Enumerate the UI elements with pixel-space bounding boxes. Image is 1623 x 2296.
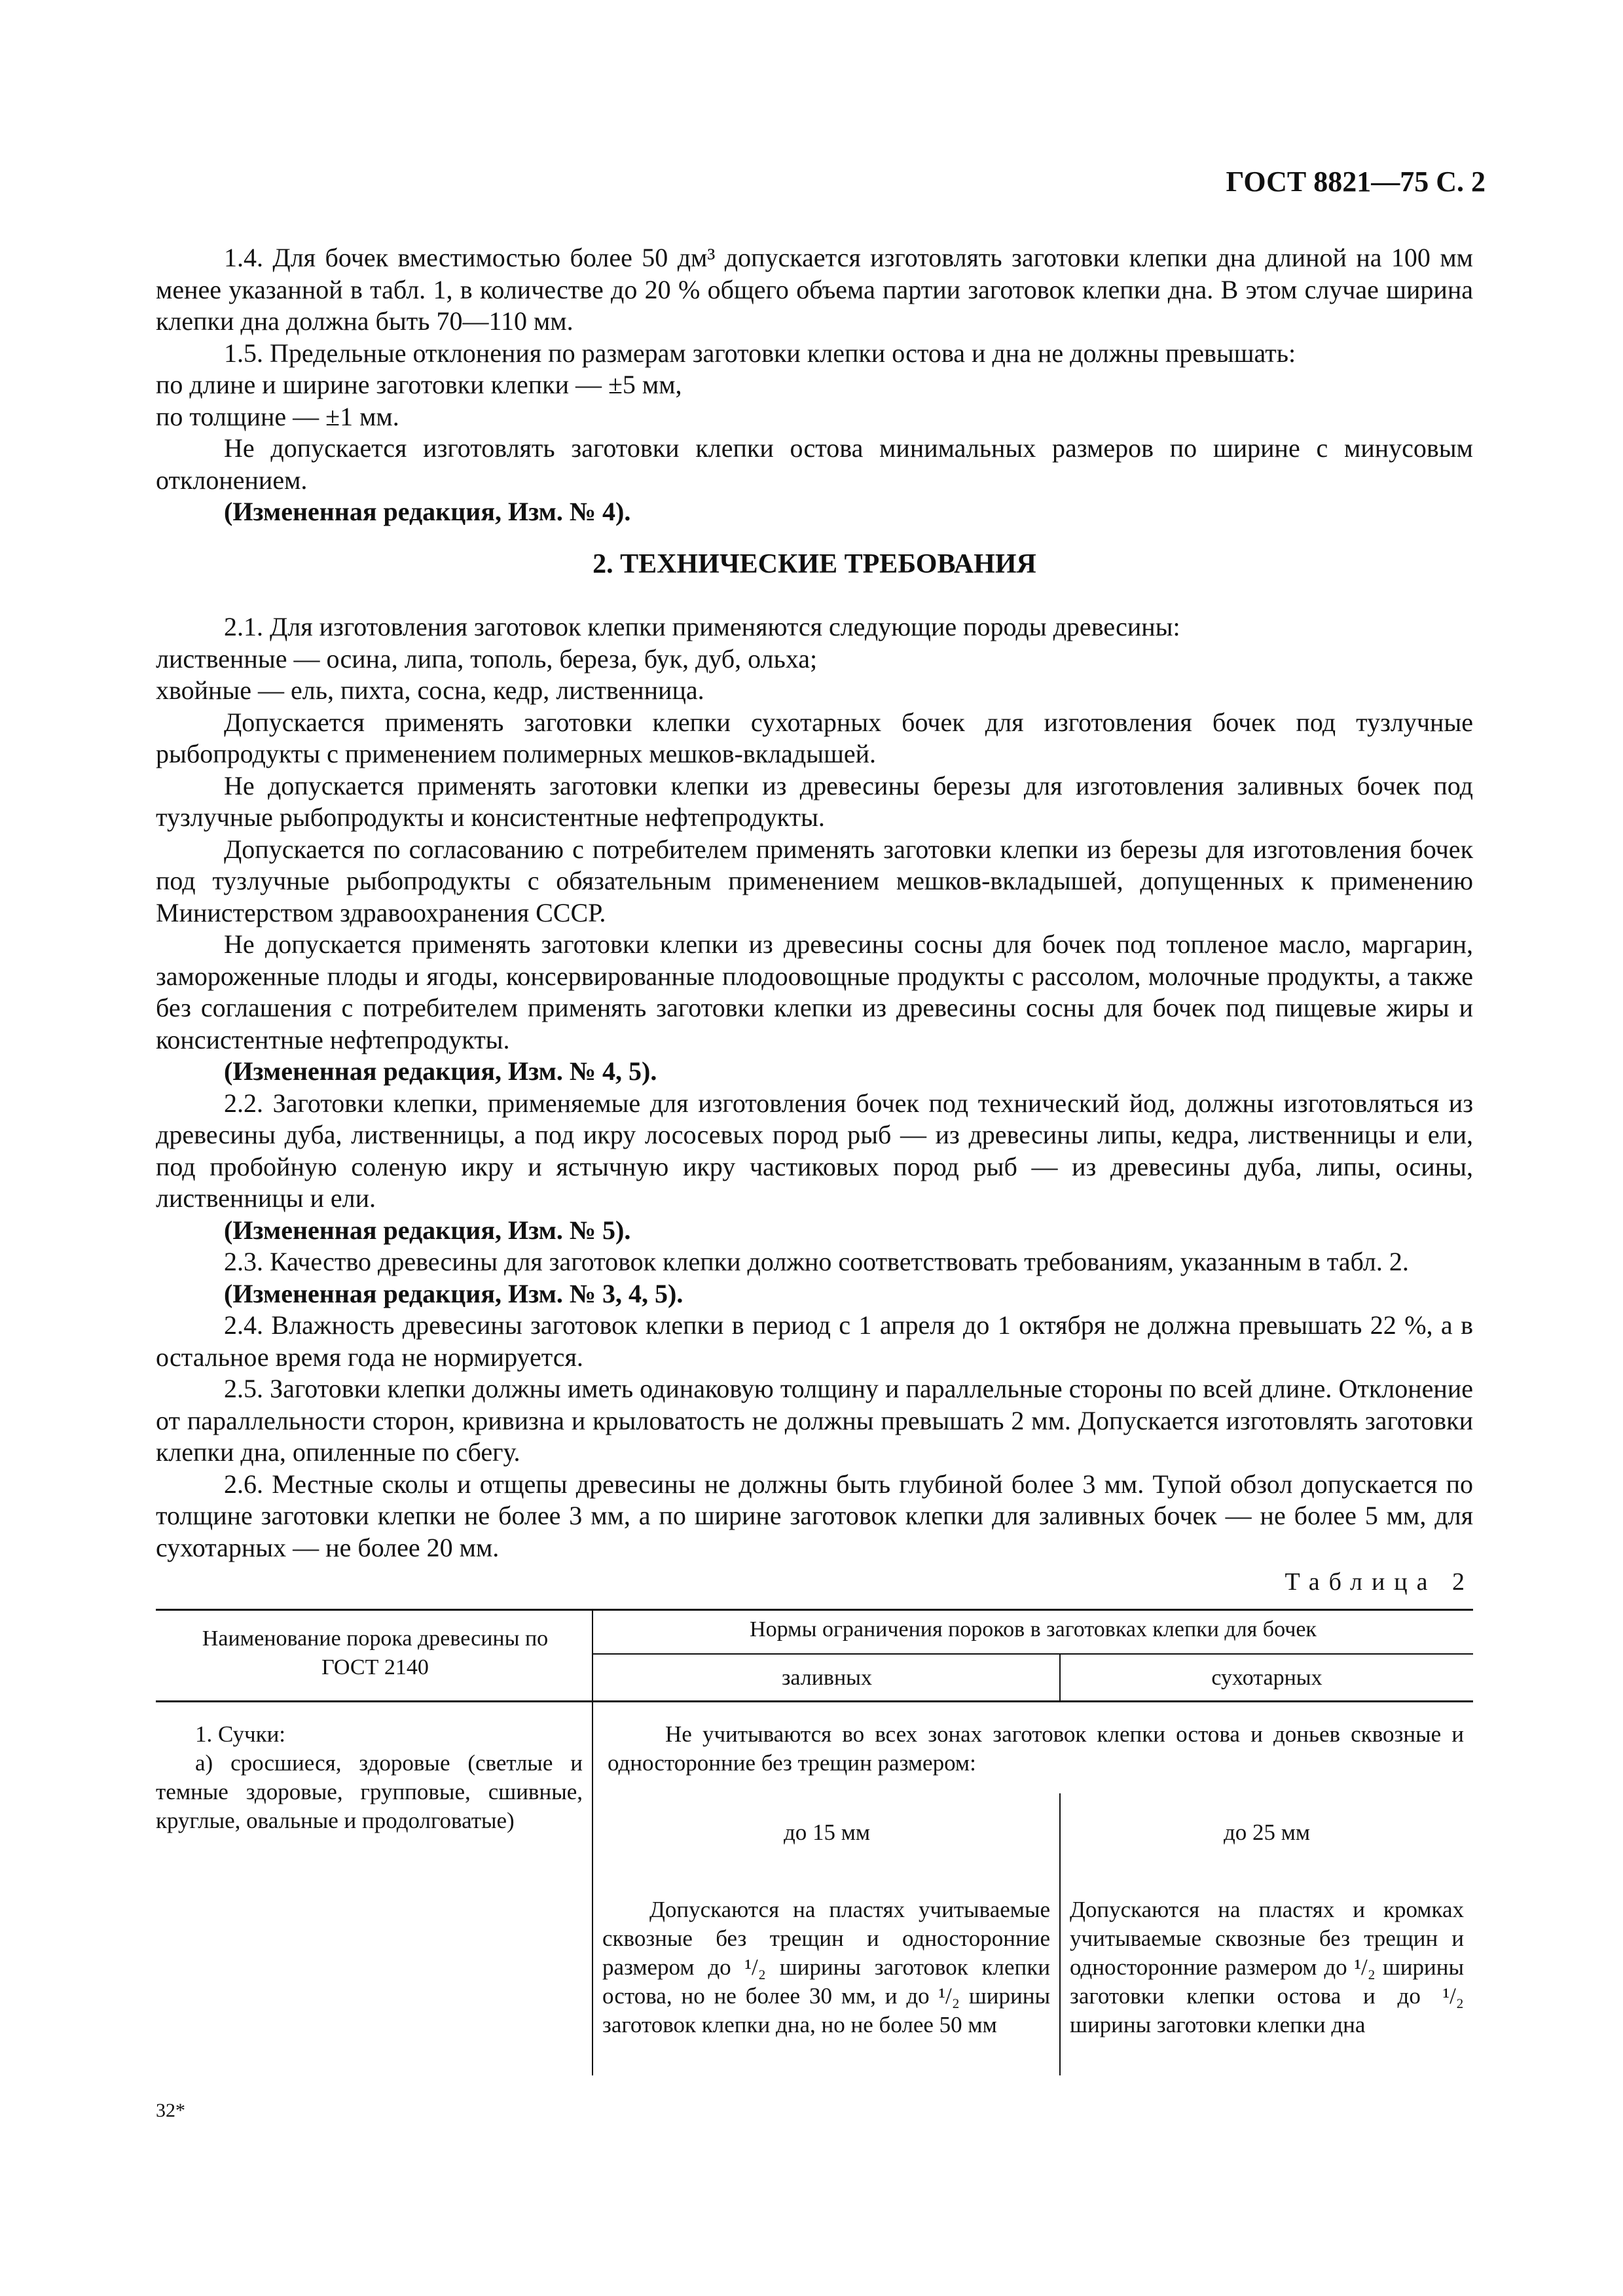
header-defect-name: Наименование порока древесины по ГОСТ 2140 [202, 1626, 549, 1679]
section-2-title: 2. ТЕХНИЧЕСКИЕ ТРЕБОВАНИЯ [593, 549, 1036, 579]
amendment-note: (Измененная редакция, Изм. № 5). [224, 1215, 631, 1245]
header-dry-barrels: сухотарных [1211, 1666, 1322, 1690]
row-knots-title-text: 1. Сучки: [195, 1721, 286, 1747]
paragraph-2-6: 2.6. Местные сколы и отщепы древесины не должны быть глубиной более 3 мм. Тупой обзол допускается по толщине заготовки клепки не более 3 мм, а по ширине заготовок клепки для заливных бочек — не более 5 мм, для сухотарных — не более 20 мм. [156, 1469, 1473, 1562]
paragraph-2-1-c: Допускается по согласованию с потребителем применять заготовки клепки из березы для изготовления бочек под тузлучные рыбопродукты с обязательным применением мешков-вкладышей, допущенных к применению Министерством здравоохранения СССР. [156, 834, 1473, 927]
header-filled-barrels: заливных [781, 1666, 873, 1690]
row-knots-description: а) сросшиеся, здоровые (светлые и темные здоровые, групповые, сшивные, круглые, овальные и продолговатые) [156, 1750, 583, 1833]
page-header: ГОСТ 8821—75 С. 2 [1226, 166, 1486, 198]
paragraph-1-5: 1.5. Предельные отклонения по размерам заготовки клепки остова и дна не должны превышать: [224, 338, 1296, 368]
paragraph-2-1-b: Не допускается применять заготовки клепки из древесины березы для изготовления заливных бочек под тузлучные рыбопродукты и консистентные нефтепродукты. [156, 770, 1473, 832]
paragraph-1-4: 1.4. Для бочек вместимостью более 50 дм³ допускается изготовлять заготовки клепки дна длиной на 100 мм менее указанной в табл. 1, в количестве до 20 % общего объема партии заготовок клепки дна. В этом случае ширина клепки дна должна быть 70—110 мм. [156, 243, 1473, 336]
paragraph-1-5-length: по длине и ширине заготовки клепки — ±5 мм, [156, 370, 682, 399]
row-knots-span-note: Не учитываются во всех зонах заготовок клепки остова и доньев сквозные и односторонние без трещин размером: [608, 1721, 1464, 1776]
section-2-heading-wrap [156, 548, 1473, 581]
paragraph-2-5: 2.5. Заготовки клепки должны иметь одинаковую толщину и параллельные стороны по всей длине. Отклонение от параллельности сторон, кривизна и крыловатость не должны превышать 2 мм. Допускается изготовлять заготовки клепки дна, опиленные по сбегу. [156, 1374, 1473, 1467]
row-knots-filled-size: до 15 мм [783, 1820, 871, 1845]
table-subhead-rule [593, 1653, 1473, 1655]
paragraph-2-1-coniferous: хвойные — ель, пихта, сосна, кедр, лиственница. [156, 675, 704, 705]
amendment-note: (Измененная редакция, Изм. № 4, 5). [224, 1056, 657, 1086]
row-knots-dry-allowance: Допускаются на пластях и кромках учитываемые сквозные без трещин и односторонние размером до ¹/₂ ширины заготовки клепки остова и до ¹/₂ ширины заготовки клепки дна [1070, 1897, 1464, 2037]
paragraph-2-1-a: Допускается применять заготовки клепки сухотарных бочек для изготовления бочек под тузлучные рыбопродукты с применением полимерных мешков-вкладышей. [156, 707, 1473, 768]
paragraph-2-1-d: Не допускается применять заготовки клепки из древесины сосны для бочек под топленое масло, маргарин, замороженные плоды и ягоды, консервированные плодоовощные продукты с рассолом, молочные продукты, а также без соглашения с потребителем применять заготовки клепки из древесины сосны для бочек под пищевые жиры и консистентные нефтепродукты. [156, 929, 1473, 1054]
paragraph-2-1-deciduous: лиственные — осина, липа, тополь, береза, бук, дуб, ольха; [156, 643, 818, 673]
amendment-note: (Измененная редакция, Изм. № 3, 4, 5). [224, 1278, 684, 1308]
table-top-rule [156, 1609, 1473, 1611]
paragraph-2-4: 2.4. Влажность древесины заготовок клепки в период с 1 апреля до 1 октября не должна превышать 22 %, а в остальное время года не нормируется. [156, 1310, 1473, 1372]
amendment-note: (Измененная редакция, Изм. № 4). [224, 497, 631, 526]
paragraph-2-3: 2.3. Качество древесины для заготовок клепки должно соответствовать требованиям, указанным в табл. 2. [224, 1247, 1409, 1276]
row-knots-title [195, 1720, 588, 1749]
paragraph-2-2: 2.2. Заготовки клепки, применяемые для изготовления бочек под технический йод, должны изготовляться из древесины дуба, лиственницы, а под икру лососевых пород рыб — из древесины липы, кедра, лиственницы и ели, под пробойную соленую икру и ястычную икру частиковых пород рыб — из древесины дуба, липы, осины, лиственницы и ели. [156, 1088, 1473, 1213]
row-knots-dry-size: до 25 мм [1223, 1820, 1311, 1845]
table-subcol-divider-head [1059, 1653, 1061, 1700]
table-head-bottom-rule [156, 1700, 1473, 1702]
table-col-divider [592, 1609, 593, 2075]
section-2-body [156, 611, 1473, 1564]
table-subcol-divider-body [1059, 1793, 1061, 2075]
row-knots-filled-allowance: Допускаются на пластях учитываемые сквозные без трещин и односторонние размером до ¹/₂ ширины заготовок клепки остова, но не более 30 мм, и до ¹/₂ ширины заготовок клепки дна, но не более 50 мм [602, 1897, 1050, 2037]
section-1-continuation [156, 242, 1473, 528]
paragraph-1-5-thickness: по толщине — ±1 мм. [156, 401, 399, 431]
page-footnote: 32* [156, 2100, 185, 2121]
paragraph-1-5-note: Не допускается изготовлять заготовки клепки остова минимальных размеров по ширине с минусовым отклонением. [156, 433, 1473, 495]
paragraph-2-1: 2.1. Для изготовления заготовок клепки применяются следующие породы древесины: [224, 612, 1180, 641]
table-caption: Таблица 2 [1285, 1568, 1474, 1596]
header-norms: Нормы ограничения пороков в заготовках клепки для бочек [750, 1617, 1317, 1641]
